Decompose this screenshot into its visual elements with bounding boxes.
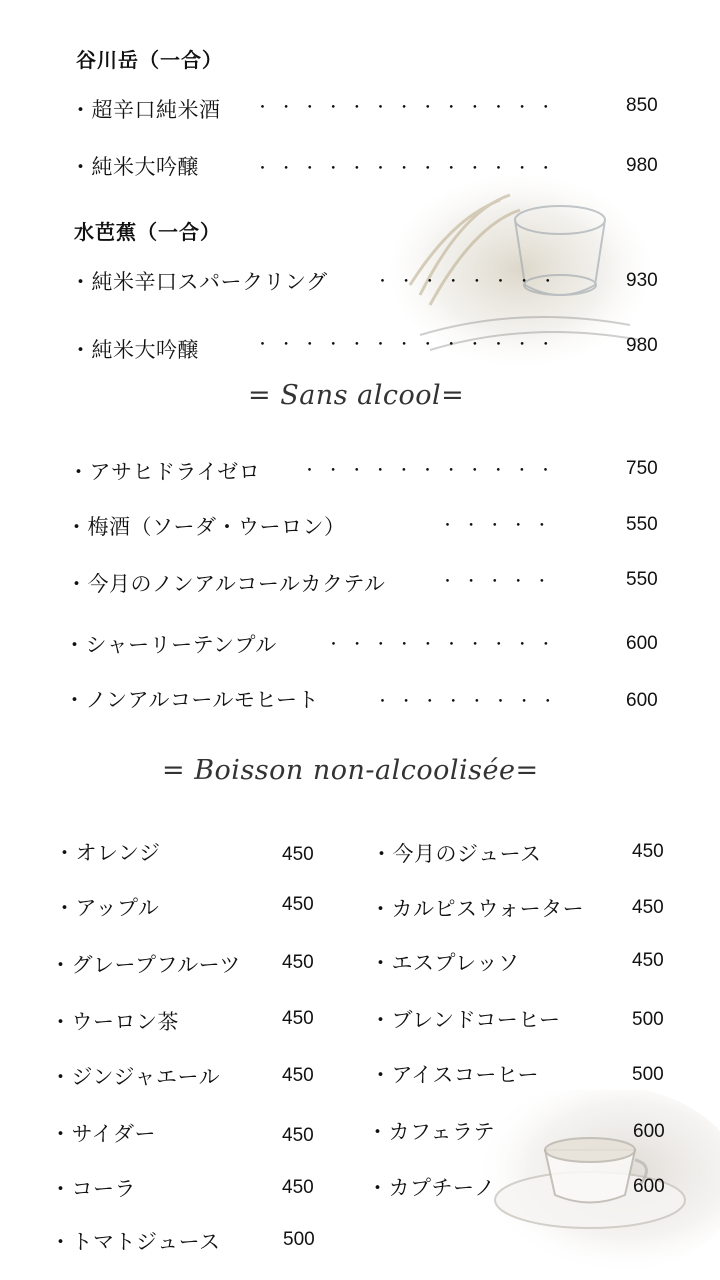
drink-name: ・エスプレッソ bbox=[370, 951, 520, 975]
drink-price: 600 bbox=[633, 1121, 665, 1142]
menu-item-name: ・純米辛口スパークリング bbox=[70, 270, 328, 294]
drink-price: 450 bbox=[282, 1065, 314, 1086]
menu-item-name: ・ノンアルコールモヒート bbox=[64, 688, 320, 712]
drink-price: 450 bbox=[282, 894, 314, 915]
drink-price: 450 bbox=[282, 844, 314, 865]
drink-price: 450 bbox=[632, 841, 664, 862]
drink-name: ・ジンジャエール bbox=[50, 1065, 221, 1089]
drink-price: 500 bbox=[632, 1064, 664, 1085]
section-title-tanigawadake: 谷川岳（一合） bbox=[76, 48, 223, 72]
section-title-mizubasho: 水芭蕉（一合） bbox=[74, 220, 221, 244]
boisson-heading: = Boisson non-alcoolisée= bbox=[162, 755, 539, 786]
drink-name: ・カルピスウォーター bbox=[370, 897, 585, 921]
menu-item-name: ・アサヒドライゼロ bbox=[68, 460, 261, 484]
sans-alcool-heading: = Sans alcool= bbox=[248, 380, 465, 411]
leader-dots: ・・・・・・・・ bbox=[375, 272, 564, 290]
drink-name: ・ウーロン茶 bbox=[50, 1010, 179, 1034]
drink-price: 600 bbox=[633, 1176, 665, 1197]
drink-price: 450 bbox=[282, 1008, 314, 1029]
drink-name: ・カプチーノ bbox=[367, 1176, 496, 1200]
menu-item-name: ・超辛口純米酒 bbox=[70, 98, 221, 122]
menu-item-price: 980 bbox=[626, 335, 658, 356]
drink-name: ・トマトジュース bbox=[50, 1230, 221, 1254]
drink-price: 450 bbox=[282, 952, 314, 973]
menu-item-price: 550 bbox=[626, 514, 658, 535]
menu-item-price: 600 bbox=[626, 633, 658, 654]
drink-name: ・今月のジュース bbox=[371, 842, 542, 866]
leader-dots: ・・・・・ bbox=[440, 572, 559, 590]
leader-dots: ・・・・・・・・・・・・・ bbox=[255, 98, 562, 116]
drink-name: ・カフェラテ bbox=[367, 1120, 495, 1144]
leader-dots: ・・・・・・・・・・ bbox=[326, 635, 563, 653]
menu-item-price: 980 bbox=[626, 155, 658, 176]
leader-dots: ・・・・・・・・ bbox=[375, 692, 564, 710]
menu-item-price: 550 bbox=[626, 569, 658, 590]
menu-item-price: 750 bbox=[626, 458, 658, 479]
drink-price: 450 bbox=[632, 950, 664, 971]
menu-item-price: 600 bbox=[626, 690, 658, 711]
drink-price: 450 bbox=[632, 897, 664, 918]
leader-dots: ・・・・・・・・・・・・・ bbox=[255, 159, 562, 177]
menu-item-name: ・純米大吟醸 bbox=[70, 338, 199, 362]
drink-name: ・オレンジ bbox=[54, 841, 161, 865]
drink-price: 500 bbox=[632, 1009, 664, 1030]
menu-item-name: ・純米大吟醸 bbox=[70, 155, 199, 179]
drink-price: 500 bbox=[283, 1229, 315, 1250]
leader-dots: ・・・・・ bbox=[440, 516, 559, 534]
menu-item-name: ・今月のノンアルコールカクテル bbox=[66, 572, 386, 596]
leader-dots: ・・・・・・・・・・・ bbox=[302, 461, 562, 479]
drink-name: ・アップル bbox=[54, 896, 160, 920]
menu-item-name: ・シャーリーテンプル bbox=[64, 633, 277, 657]
menu-item-price: 930 bbox=[626, 270, 658, 291]
drink-name: ・ブレンドコーヒー bbox=[370, 1008, 561, 1032]
leader-dots: ・・・・・・・・・・・・・ bbox=[255, 335, 562, 353]
drink-price: 450 bbox=[282, 1125, 314, 1146]
drink-name: ・グレープフルーツ bbox=[50, 953, 241, 977]
menu-item-name: ・梅酒（ソーダ・ウーロン） bbox=[66, 515, 346, 539]
drink-name: ・サイダー bbox=[50, 1122, 157, 1146]
drink-name: ・コーラ bbox=[50, 1177, 136, 1201]
menu-item-price: 850 bbox=[626, 95, 658, 116]
drink-price: 450 bbox=[282, 1177, 314, 1198]
drink-name: ・アイスコーヒー bbox=[370, 1063, 540, 1087]
